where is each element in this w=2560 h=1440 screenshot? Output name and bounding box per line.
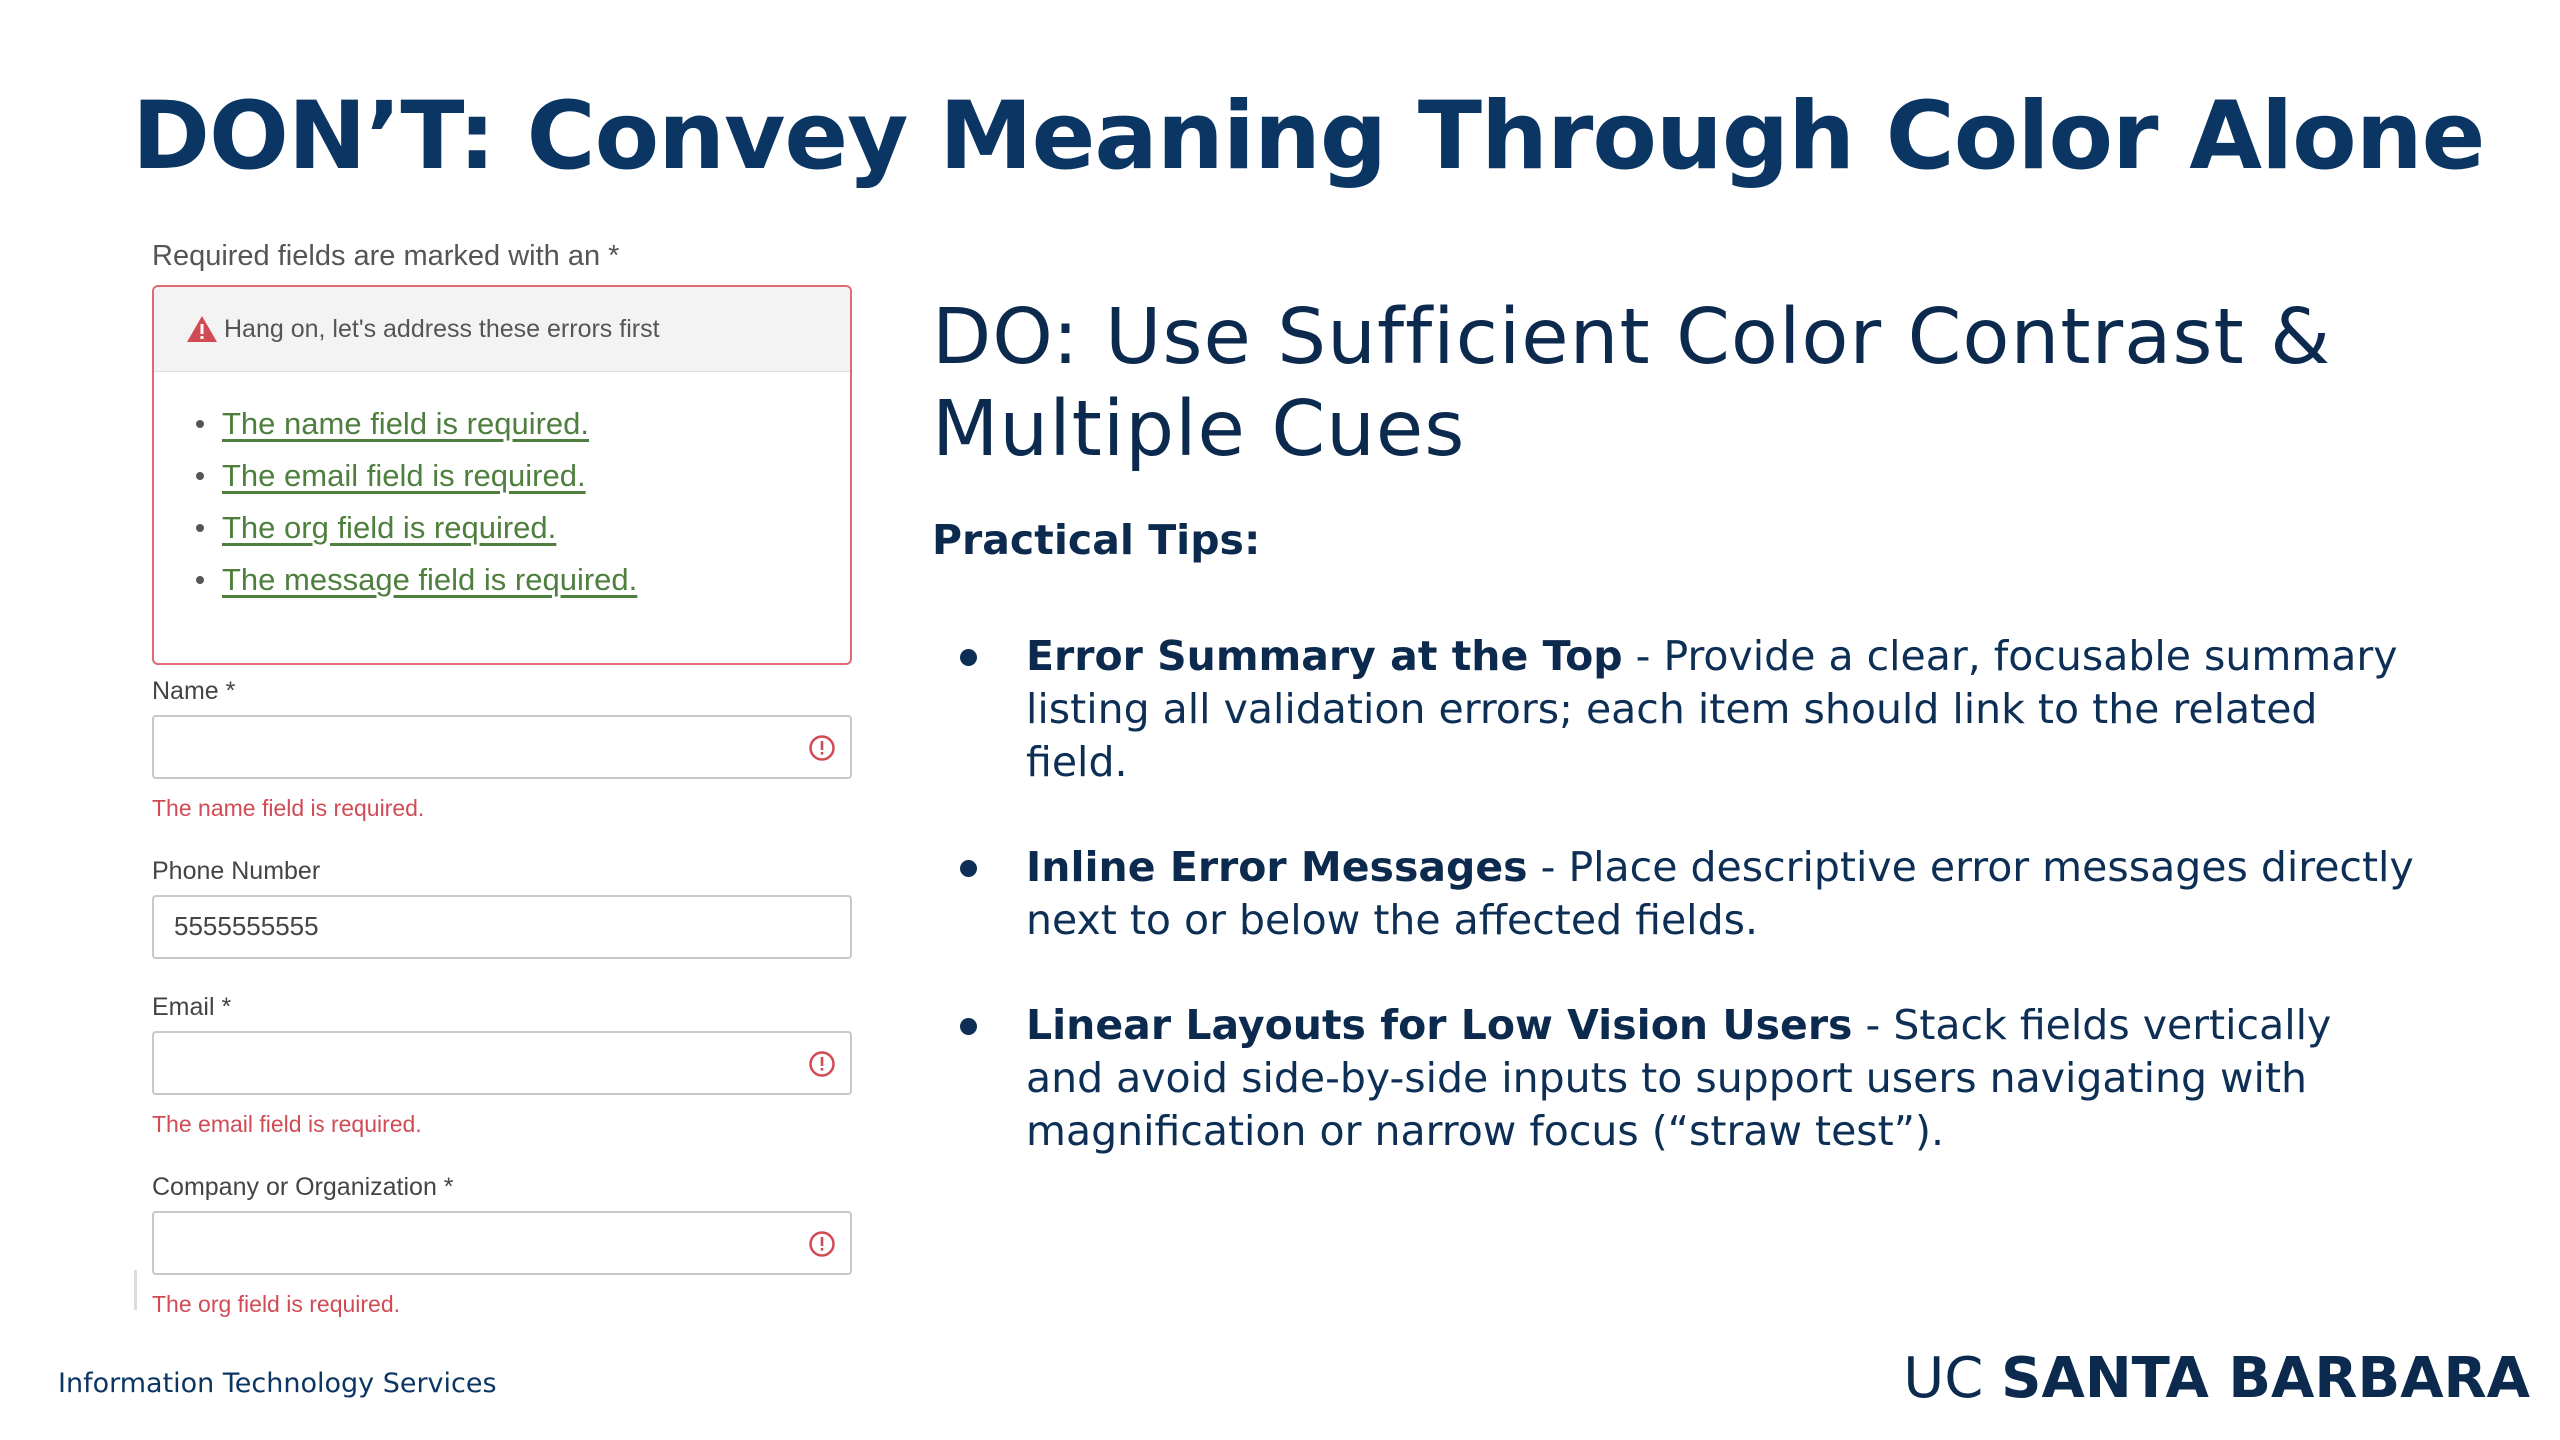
name-field[interactable] [152, 715, 852, 779]
error-summary [152, 285, 852, 665]
email-error: The email field is required. [152, 1111, 422, 1137]
list-item [196, 450, 850, 502]
tip-text: - Stack fields vertically and avoid side-by-side inputs to support users navigating with magnification or narrow focus (“straw test”). [1026, 1001, 2332, 1155]
email-field[interactable] [152, 1031, 852, 1095]
bullet [960, 1018, 977, 1035]
tip-item [960, 630, 2420, 789]
bullet [960, 860, 977, 877]
org-field[interactable] [152, 1211, 852, 1275]
name-label: Name * [152, 677, 236, 705]
logo-name: SANTA BARBARA [2001, 1346, 2530, 1411]
tip-text: - Place descriptive error messages directly next to or below the affected fields. [1026, 843, 2414, 944]
phone-field[interactable] [152, 895, 852, 959]
tip-text: - Provide a clear, focusable summary listing all validation errors; each item should link to the related field. [1026, 632, 2398, 786]
error-summary-list [154, 372, 850, 606]
bullet [196, 472, 204, 480]
tip-title: Linear Layouts for Low Vision Users [1026, 1001, 1853, 1049]
alert-circle-icon [808, 1050, 836, 1078]
name-error: The name field is required. [152, 795, 425, 821]
logo-uc: UC [1903, 1346, 2002, 1411]
list-item [196, 398, 850, 450]
tip-item [960, 841, 2420, 947]
warning-icon [186, 315, 218, 343]
required-note: Required fields are marked with an * [152, 240, 620, 272]
error-summary-heading: Hang on, let's address these errors first [224, 314, 660, 343]
tip-title: Error Summary at the Top [1026, 632, 1623, 680]
department-name: Information Technology Services [58, 1368, 497, 1399]
example-form [150, 230, 856, 1330]
bullet [960, 649, 977, 666]
error-link-email[interactable]: The email field is required. [222, 458, 586, 493]
tips-label: Practical Tips: [932, 516, 1261, 564]
org-label: Company or Organization * [152, 1173, 454, 1201]
alert-circle-icon [808, 734, 836, 762]
university-logo [1903, 1346, 2530, 1411]
list-item [196, 554, 850, 606]
email-label: Email * [152, 993, 232, 1021]
error-link-name[interactable]: The name field is required. [222, 406, 590, 441]
tip-item [960, 999, 2420, 1158]
do-heading: DO: Use Sufficient Color Contrast & Multiple Cues [932, 293, 2332, 474]
tips-list [960, 630, 2420, 1210]
error-summary-header [154, 287, 850, 372]
phone-label: Phone Number [152, 857, 321, 885]
error-link-message[interactable]: The message field is required. [222, 562, 638, 597]
bullet [196, 576, 204, 584]
list-item [196, 502, 850, 554]
bullet [196, 420, 204, 428]
error-link-org[interactable]: The org field is required. [222, 510, 557, 545]
phone-value: 5555555555 [174, 911, 319, 941]
divider [134, 1270, 137, 1310]
tip-title: Inline Error Messages [1026, 843, 1528, 891]
alert-circle-icon [808, 1230, 836, 1258]
org-error: The org field is required. [152, 1291, 401, 1317]
bullet [196, 524, 204, 532]
slide-title: DON’T: Convey Meaning Through Color Alone [132, 82, 2485, 191]
